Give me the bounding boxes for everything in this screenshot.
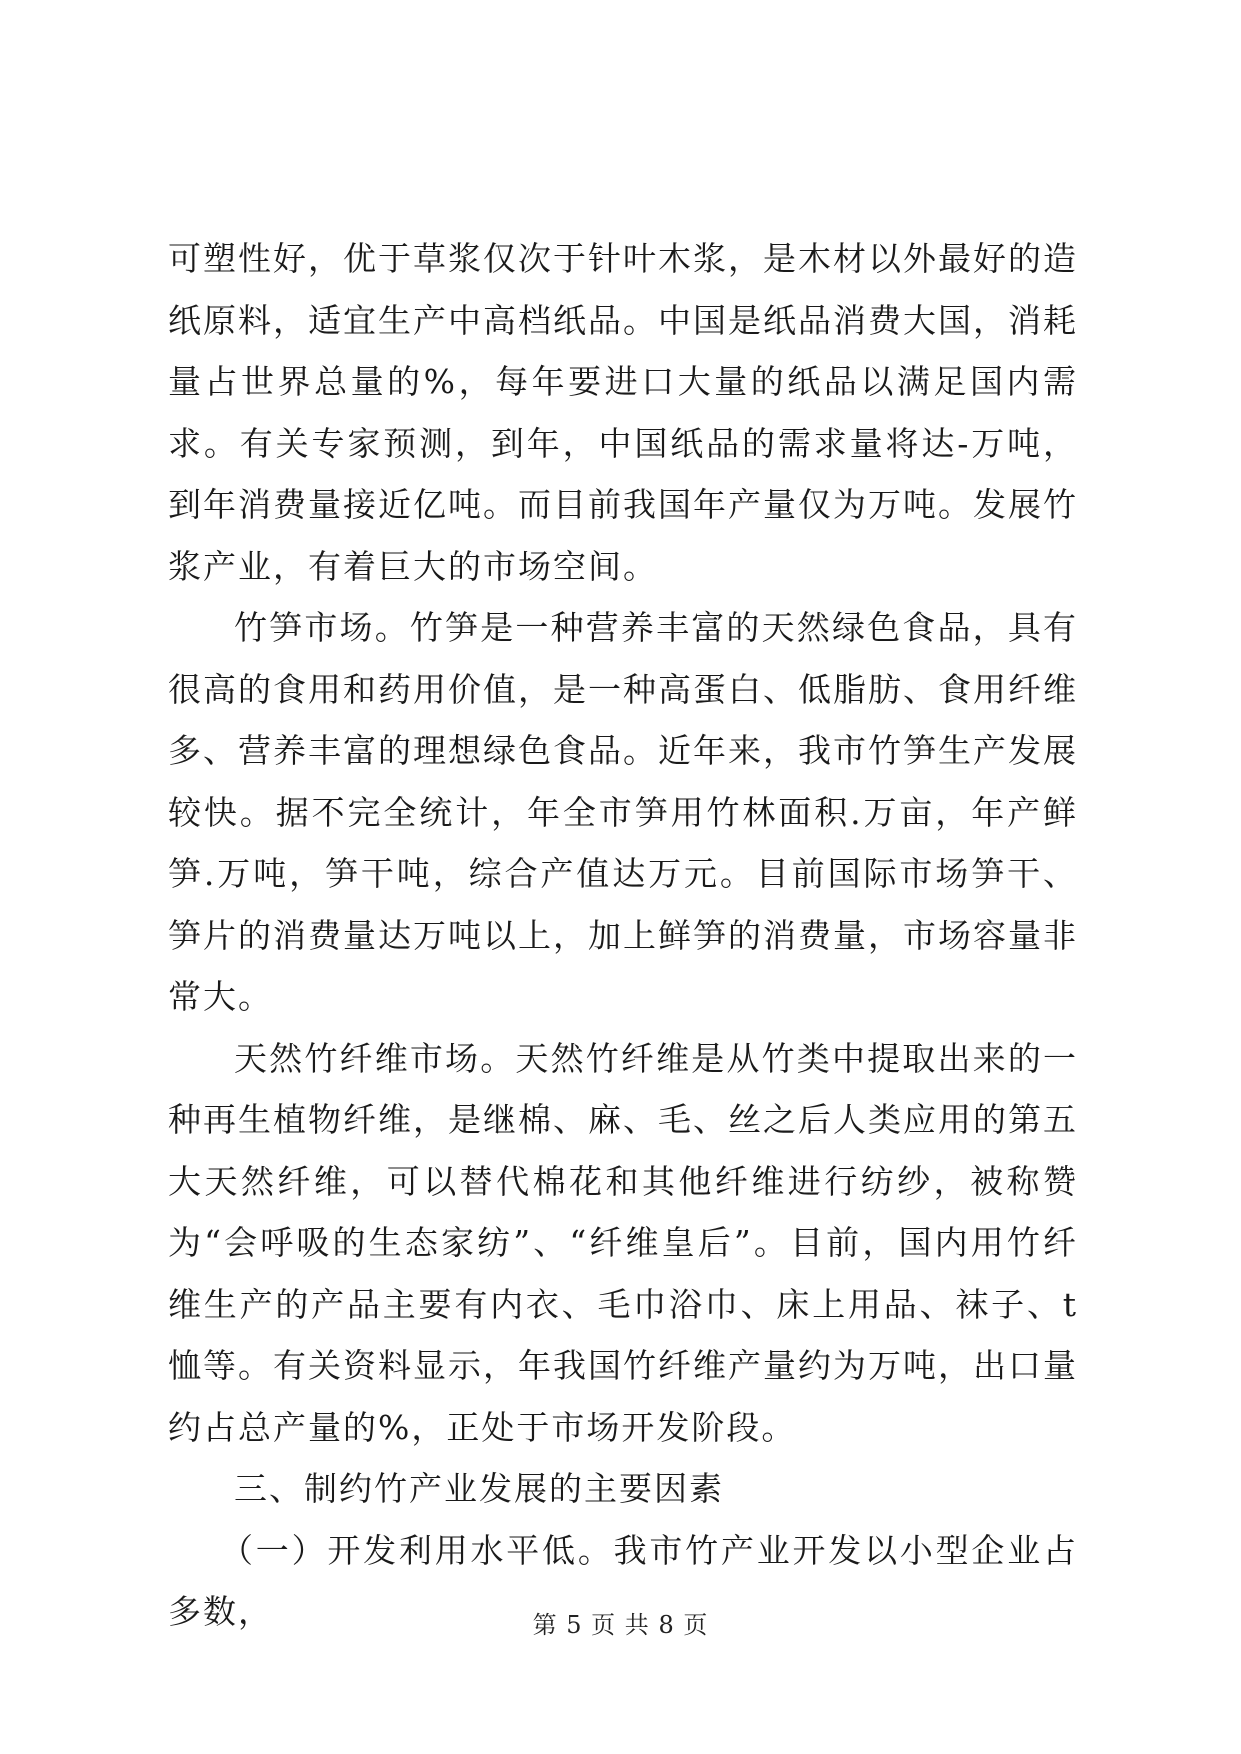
page-number-footer: 第 5 页 共 8 页 [532,1611,709,1639]
paragraph-paper-pulp-market: 可塑性好，优于草浆仅次于针叶木浆，是木材以外最好的造纸原料，适宜生产中高档纸品。中国是纸品消费大国，消耗量占世界总量的%，每年要进口大量的纸品以满足国内需求。有关专家预测，到年，中国纸品的需求量将达-万吨，到年消费量接近亿吨。而目前我国年产量仅为万吨。发展竹浆产业，有着巨大的市场空间。 [168,239,1078,586]
paragraph-bamboo-fiber-market: 天然竹纤维市场。天然竹纤维是从竹类中提取出来的一种再生植物纤维，是继棉、麻、毛、丝之后人类应用的第五大天然纤维，可以替代棉花和其他纤维进行纺纱，被称赞为“会呼吸的生态家纺”、“纤维皇后”。目前，国内用竹纤维生产的产品主要有内衣、毛巾浴巾、床上用品、袜子、t恤等。有关资料显示，年我国竹纤维产量约为万吨，出口量约占总产量的%，正处于市场开发阶段。 [168,1038,1078,1447]
paragraph-bamboo-shoot-market: 竹笋市场。竹笋是一种营养丰富的天然绿色食品，具有很高的食用和药用价值，是一种高蛋白、低脂肪、食用纤维多、营养丰富的理想绿色食品。近年来，我市竹笋生产发展较快。据不完全统计，年全市笋用竹林面积.万亩，年产鲜笋.万吨，笋干吨，综合产值达万元。目前国际市场笋干、笋片的消费量达万吨以上，加上鲜笋的消费量，市场容量非常大。 [168,608,1078,1016]
section-heading: 三、制约竹产业发展的主要因素 [234,1469,724,1508]
subsection-paragraph: （一）开发利用水平低。我市竹产业开发以小型企业占多数， [168,1530,1078,1631]
body-text [168,228,1078,1643]
